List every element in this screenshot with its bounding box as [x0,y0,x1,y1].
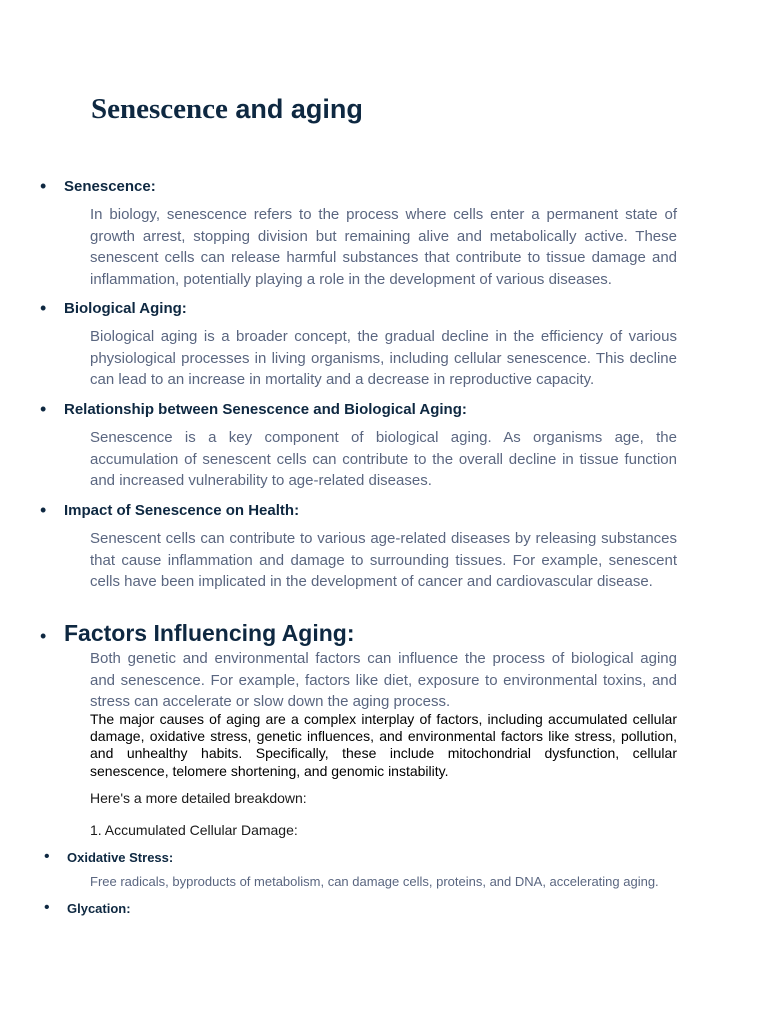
sub-heading-glycation: Glycation: [67,901,131,916]
section-heading-biological-aging: Biological Aging: [64,300,187,317]
section-body-biological-aging: Biological aging is a broader concept, the gradual decline in the efficiency of various physiological processes in living organisms, including cellular senescence. This decline can lead to an increase in mortality and a decrease in reproductive capacity. [90,328,677,388]
section-body-factors: Both genetic and environmental factors can influence the process of biological aging and senescence. For example, factors like diet, exposure to environmental toxins, and stress can accelerate or slow down the aging process. [90,650,677,710]
title-part-1: Senescence [91,93,228,125]
bullet: • [44,899,50,916]
section-heading-relationship: Relationship between Senescence and Biological Aging: [64,401,467,418]
section-heading-senescence: Senescence: [64,178,156,195]
bullet: • [44,848,50,865]
section-body-senescence: In biology, senescence refers to the process where cells enter a permanent state of growth arrest, stopping division but remaining alive and metabolically active. These senescent cells can release harmful substances that contribute to tissue damage and inflammation, potentially playing a role in the development of various diseases. [90,206,677,288]
sub-body-oxidative-stress: Free radicals, byproducts of metabolism, can damage cells, proteins, and DNA, accelerating aging. [90,874,659,889]
bullet: • [40,399,47,419]
sub-heading-oxidative-stress: Oxidative Stress: [67,850,174,865]
breakdown-item-1: 1. Accumulated Cellular Damage: [90,822,298,838]
causes-paragraph: The major causes of aging are a complex interplay of factors, including accumulated cellular damage, oxidative stress, genetic influences, and environmental factors like stress, pollution, and unhealthy habits. Specifically, these include mitochondrial dysfunction, cellular senescence, telomere shortening, and genomic instability. [90,711,677,779]
bullet: • [40,298,47,318]
page-title [91,93,363,126]
section-heading-impact: Impact of Senescence on Health: [64,502,300,519]
bullet: • [40,176,47,196]
bullet: • [40,626,47,646]
breakdown-intro: Here's a more detailed breakdown: [90,790,307,806]
section-heading-factors: Factors Influencing Aging: [64,620,355,646]
title-part-2: and aging [227,94,363,124]
section-body-relationship: Senescence is a key component of biological aging. As organisms age, the accumulation of senescent cells can contribute to the overall decline in tissue function and increased vulnerability to age-related diseases. [90,429,677,489]
bullet: • [40,500,47,520]
section-body-impact: Senescent cells can contribute to various age-related diseases by releasing substances that cause inflammation and damage to surrounding tissues. For example, senescent cells have been implicated in the development of cancer and cardiovascular disease. [90,530,677,590]
